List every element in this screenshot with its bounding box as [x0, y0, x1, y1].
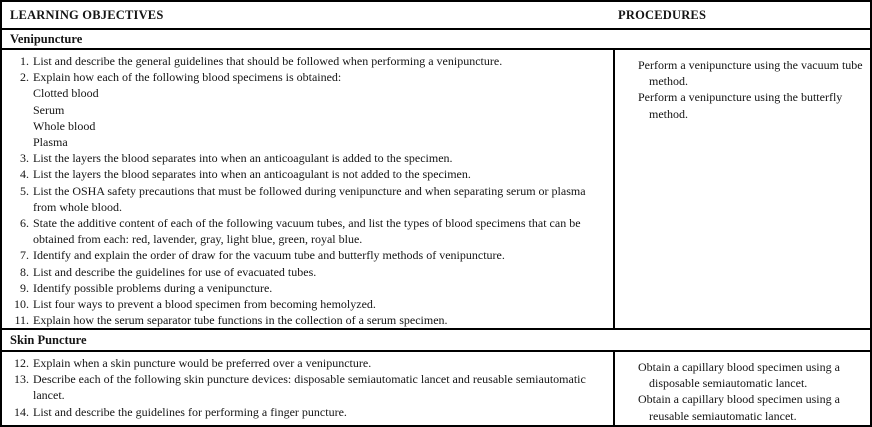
procedure-item: Obtain a capillary blood specimen using a reusable semiautomatic lancet. [638, 392, 840, 423]
objective-number [5, 85, 29, 101]
objective-item [5, 183, 607, 215]
objective-number: 11. [14, 313, 29, 328]
objective-text: Explain when a skin puncture would be preferred over a venipuncture. [33, 356, 372, 370]
skin-puncture-objectives-cell [2, 352, 613, 425]
objective-item [5, 355, 607, 371]
objective-subitem [5, 134, 607, 150]
objective-item [5, 53, 607, 69]
objective-item [5, 371, 607, 403]
objective-text: Explain how each of the following blood specimens is obtained: [33, 70, 342, 85]
objective-text: Plasma [33, 135, 68, 150]
objective-item [5, 69, 607, 85]
venipuncture-procedures-cell [613, 50, 870, 328]
skin-puncture-procedures-cell [613, 352, 870, 425]
objective-text: Explain how the serum separator tube functions in the collection of a serum specimen. [33, 313, 448, 328]
objective-item [5, 312, 607, 328]
objective-number: 10. [14, 297, 29, 312]
objective-item [5, 264, 607, 280]
objective-text: State the additive content of each of the following vacuum tubes, and list the types of blood specimens that can be obtained from each: red, lavender, gray, light blue, green, royal blue. [33, 216, 581, 247]
objective-text: List and describe the guidelines for performing a finger puncture. [33, 404, 347, 419]
section-title-skin-puncture: Skin Puncture [2, 330, 870, 352]
objective-text: List four ways to prevent a blood specimen from becoming hemolyzed. [33, 297, 376, 312]
objective-number: 5. [20, 183, 29, 198]
objective-text: Serum [33, 102, 65, 117]
objective-item [5, 215, 607, 247]
objective-number: 2. [20, 70, 29, 85]
objective-number [5, 102, 29, 118]
objective-text: List the layers the blood separates into when an anticoagulant is added to the specimen. [33, 151, 453, 166]
objective-number: 12. [14, 356, 29, 370]
objective-number: 4. [20, 167, 29, 182]
objective-number: 8. [20, 264, 29, 279]
objective-number: 7. [20, 248, 29, 263]
objective-item [5, 404, 607, 420]
procedure-item: Perform a venipuncture using the butterfly method. [638, 90, 843, 121]
objective-text: Clotted blood [33, 86, 99, 101]
objective-text: Whole blood [33, 118, 96, 133]
objective-number: 3. [20, 151, 29, 166]
objective-subitem [5, 118, 607, 134]
objective-number: 9. [20, 280, 29, 295]
objective-number: 13. [14, 372, 29, 387]
objective-text: Identify and explain the order of draw for the vacuum tube and butterfly methods of venipuncture. [33, 248, 505, 263]
objective-text: Identify possible problems during a venipuncture. [33, 280, 273, 295]
objective-subitem [5, 85, 607, 101]
objective-text: Describe each of the following skin puncture devices: disposable semiautomatic lancet and reusable semiautomatic lancet. [33, 372, 586, 403]
objective-text: List the OSHA safety precautions that must be followed during venipuncture and when separating serum or plasma from whole blood. [33, 183, 586, 214]
procedure-item: Obtain a capillary blood specimen using a disposable semiautomatic lancet. [638, 360, 840, 391]
objective-item [5, 247, 607, 263]
objective-item [5, 150, 607, 166]
procedure-item: Perform a venipuncture using the vacuum tube method. [638, 58, 863, 89]
procedures-header: PROCEDURES [618, 7, 707, 22]
objective-text: List and describe the general guidelines that should be followed when performing a venipuncture. [33, 54, 503, 68]
section-title-venipuncture: Venipuncture [2, 30, 870, 50]
venipuncture-body-row [2, 50, 870, 330]
objective-text: List the layers the blood separates into when an anticoagulant is not added to the specimen. [33, 167, 471, 182]
objective-number: 14. [14, 404, 29, 419]
objective-number [5, 134, 29, 150]
objective-item [5, 280, 607, 296]
objective-item [5, 296, 607, 312]
skin-puncture-body-row [2, 352, 870, 425]
venipuncture-objectives-cell [2, 50, 613, 328]
objective-number [5, 118, 29, 134]
learning-objectives-header: LEARNING OBJECTIVES [10, 7, 164, 22]
table-header-row [2, 2, 870, 30]
objective-subitem [5, 102, 607, 118]
objective-text: List and describe the guidelines for use of evacuated tubes. [33, 264, 317, 279]
objective-number: 1. [20, 54, 29, 68]
objective-item [5, 166, 607, 182]
objective-number: 6. [20, 216, 29, 231]
